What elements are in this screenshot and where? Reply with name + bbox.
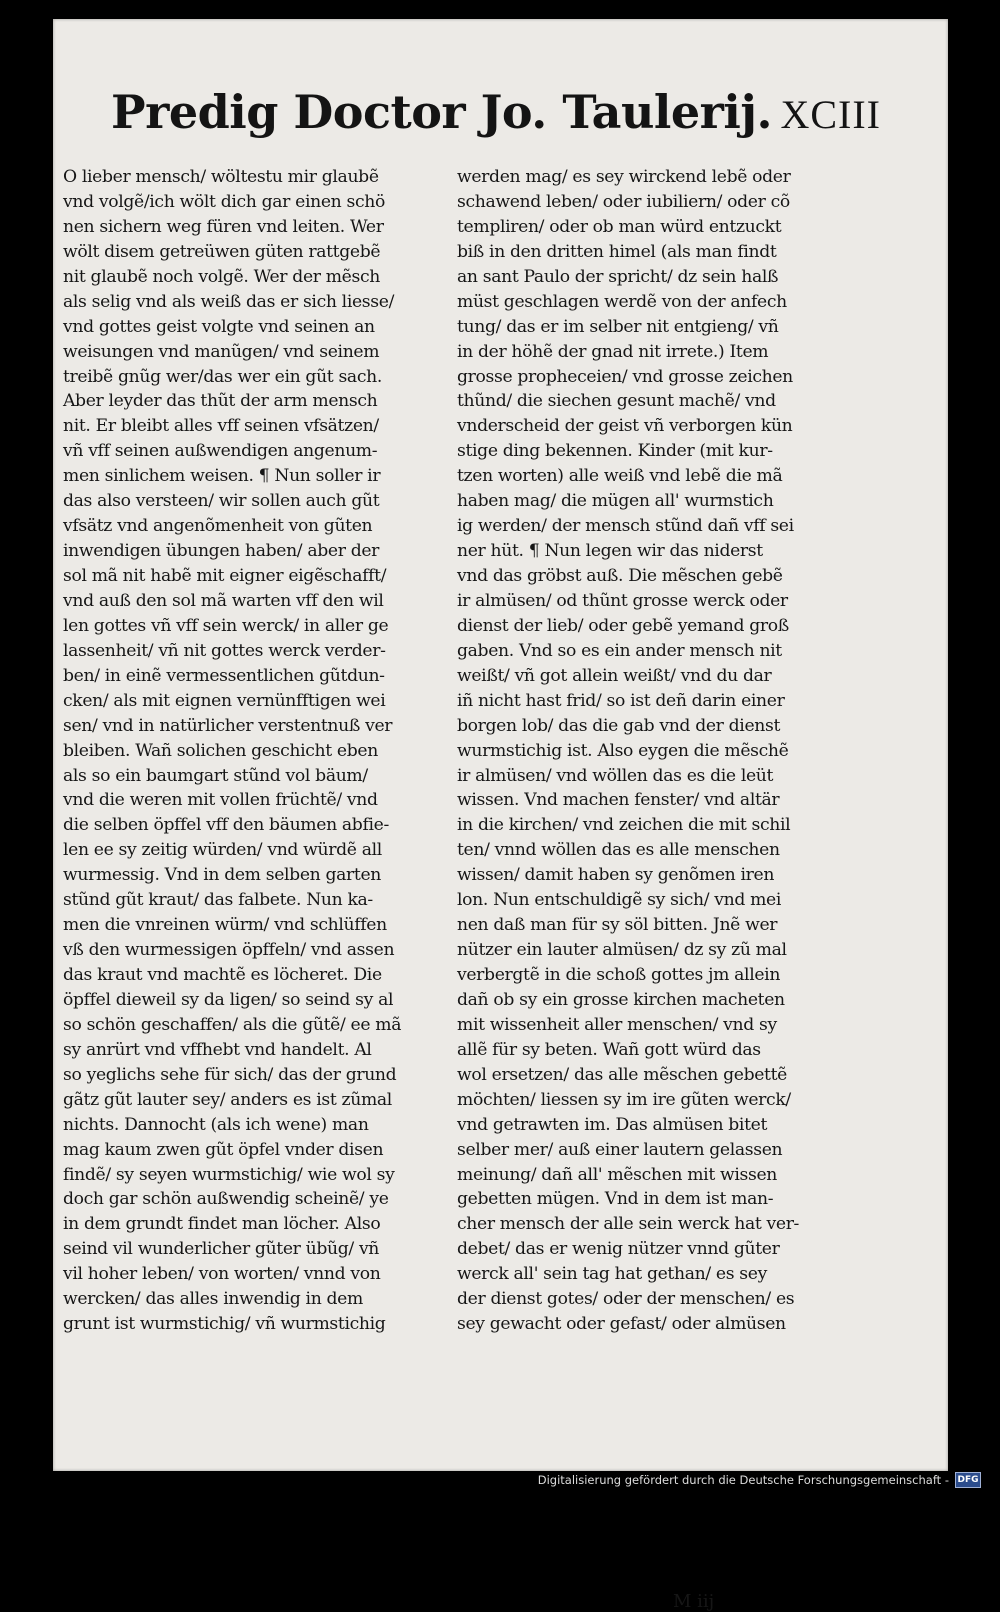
text-line: müst geschlagen werdẽ von der anfech [457, 291, 787, 312]
text-line: wol ersetzen/ das alle mẽschen gebettẽ [457, 1064, 787, 1085]
text-line: nit. Er bleibt alles vff seinen vfsätzen/ [63, 416, 379, 437]
text-line: gebetten mügen. Vnd in dem ist man- [457, 1189, 774, 1210]
text-line: gaben. Vnd so es ein ander mensch nit [457, 640, 782, 661]
text-line: vñ vff seinen außwendigen angenum- [63, 441, 378, 462]
text-line: templiren/ oder ob man würd entzuckt [457, 216, 782, 237]
text-line: weißt/ vñ got allein weißt/ vnd du dar [457, 665, 772, 686]
text-line: sol mã nit habẽ mit eigner eigẽschafft/ [63, 566, 387, 586]
text-line: tzen worten) alle weiß vnd lebẽ die mã [457, 466, 783, 487]
text-line: ben/ in einẽ vermessentlichen gũtdun- [63, 665, 385, 686]
text-line: weisungen vnd manũgen/ vnd seinem [63, 341, 380, 362]
text-line: ten/ vnnd wöllen das es alle menschen [457, 840, 780, 861]
text-line: dañ ob sy ein grosse kirchen macheten [457, 989, 785, 1010]
text-line: wölt disem getreüwen güten rattgebẽ [63, 241, 381, 262]
text-line: mit wissenheit aller menschen/ vnd sy [457, 1014, 777, 1035]
text-line: vnd die weren mit vollen früchtẽ/ vnd [63, 790, 378, 811]
text-line: doch gar schön außwendig scheinẽ/ ye [63, 1189, 389, 1210]
text-line: gãtz gũt lauter sey/ anders es ist zũmal [63, 1089, 392, 1110]
text-line: der dienst gotes/ oder der menschen/ es [457, 1289, 795, 1310]
text-line: lon. Nun entschuldigẽ sy sich/ vnd mei [457, 890, 782, 911]
text-line: stũnd gũt kraut/ das falbete. Nun ka- [63, 890, 373, 911]
text-line: das also versteen/ wir sollen auch gũt [63, 491, 380, 512]
text-line: öpffel dieweil sy da ligen/ so seind sy al [63, 989, 394, 1010]
text-line: so schön geschaffen/ als die gũtẽ/ ee mã [63, 1014, 402, 1035]
text-line: werden mag/ es sey wirckend lebẽ oder [457, 167, 791, 187]
text-line: nit glaubẽ noch volgẽ. Wer der mẽsch [63, 266, 380, 287]
left-text-column [63, 165, 458, 1337]
text-line: vil hoher leben/ von worten/ vnnd von [63, 1264, 381, 1285]
text-line: vnd gottes geist volgte vnd seinen an [63, 316, 375, 337]
text-line: wissen. Vnd machen fenster/ vnd altär [457, 790, 780, 811]
text-line: allẽ für sy beten. Wañ gott würd das [457, 1039, 761, 1060]
text-line: nen daß man für sy söl bitten. Jnẽ wer [457, 915, 778, 936]
text-line: vnd das gröbst auß. Die mẽschen gebẽ [457, 566, 783, 586]
text-line: vfsätz vnd angenõmenheit von gũten [63, 516, 373, 537]
text-line: grunt ist wurmstichig/ vñ wurmstichig [63, 1314, 386, 1335]
text-line: thũnd/ die siechen gesunt machẽ/ vnd [457, 391, 776, 412]
text-line: wurmstichig ist. Also eygen die mẽschẽ [457, 740, 789, 761]
text-line: men sinlichem weisen. ¶ Nun soller ir [63, 466, 381, 487]
text-line: borgen lob/ das die gab vnd der dienst [457, 715, 781, 736]
text-line: in die kirchen/ vnd zeichen die mit schil [457, 815, 791, 836]
text-line: ir almüsen/ vnd wöllen das es die leüt [457, 765, 774, 786]
text-line: vnd volgẽ/ich wölt dich gar einen schö [63, 191, 385, 212]
text-line: findẽ/ sy seyen wurmstichig/ wie wol sy [63, 1164, 395, 1185]
text-line: verbergtẽ in die schoß gottes jm allein [457, 965, 781, 985]
text-line: möchten/ liessen sy im ire gũten werck/ [457, 1089, 791, 1110]
running-title: Predig Doctor Jo. Taulerij. [111, 85, 773, 139]
text-line: bleiben. Wañ solichen geschicht eben [63, 740, 378, 761]
text-line: ir almüsen/ od thũnt grosse werck oder [457, 590, 788, 611]
text-line: schawend leben/ oder iubiliern/ oder cõ [457, 191, 790, 212]
text-line: dienst der lieb/ oder gebẽ yemand groß [457, 615, 789, 636]
text-line: sey gewacht oder gefast/ oder almüsen [457, 1314, 786, 1335]
book-page [53, 19, 948, 1471]
text-line: lassenheit/ vñ nit gottes werck verder- [63, 640, 386, 661]
text-line: tung/ das er im selber nit entgieng/ vñ [457, 316, 779, 337]
text-line: wurmessig. Vnd in dem selben garten [63, 865, 382, 886]
text-line: stige ding bekennen. Kinder (mit kur- [457, 441, 773, 462]
signature-mark: M iij [673, 1591, 715, 1612]
text-line: grosse propheceien/ vnd grosse zeichen [457, 366, 793, 387]
text-line: wercken/ das alles inwendig in dem [63, 1289, 363, 1310]
text-line: vnd getrawten im. Das almüsen bitet [457, 1114, 768, 1135]
text-line: als selig vnd als weiß das er sich liesse/ [63, 291, 395, 312]
text-line: meinung/ dañ all' mẽschen mit wissen [457, 1164, 777, 1185]
dfg-logo-icon: DFG [955, 1472, 981, 1488]
text-line: nützer ein lauter almüsen/ dz sy zũ mal [457, 940, 787, 961]
text-line: selber mer/ auß einer lautern gelassen [457, 1139, 783, 1160]
text-line: mag kaum zwen gũt öpfel vnder disen [63, 1139, 384, 1160]
text-line: seind vil wunderlicher gũter übũg/ vñ [63, 1239, 380, 1260]
folio-number: XCIII [780, 92, 881, 137]
footer-credit [538, 1472, 981, 1488]
text-line: werck all' sein tag hat gethan/ es sey [457, 1264, 767, 1285]
text-line: O lieber mensch/ wöltestu mir glaubẽ [63, 167, 379, 187]
text-line: vß den wurmessigen öpffeln/ vnd assen [63, 940, 395, 961]
text-line: so yeglichs sehe für sich/ das der grund [63, 1064, 397, 1085]
text-line: ner hüt. ¶ Nun legen wir das niderst [457, 541, 763, 562]
text-line: als so ein baumgart stũnd vol bäum/ [63, 765, 368, 786]
text-line: ig werden/ der mensch stũnd dañ vff sei [457, 516, 794, 537]
text-line: debet/ das er wenig nützer vnnd gũter [457, 1239, 780, 1260]
text-line: sen/ vnd in natürlicher verstentnuß ver [63, 715, 393, 736]
text-line: wissen/ damit haben sy genõmen iren [457, 865, 775, 886]
text-line: nichts. Dannocht (als ich wene) man [63, 1114, 369, 1135]
text-line: len gottes vñ vff sein werck/ in aller ge [63, 615, 389, 636]
text-line: die selben öpffel vff den bäumen abfie- [63, 815, 389, 836]
page-header [111, 85, 881, 155]
text-line: men die vnreinen würm/ vnd schlüffen [63, 915, 387, 936]
text-line: Aber leyder das thũt der arm mensch [63, 391, 378, 412]
text-line: len ee sy zeitig würden/ vnd würdẽ all [63, 840, 382, 861]
text-line: in der höhẽ der gnad nit irrete.) Item [457, 341, 769, 362]
text-line: haben mag/ die mügen all' wurmstich [457, 491, 774, 512]
text-line: in dem grundt findet man löcher. Also [63, 1214, 381, 1235]
text-line: biß in den dritten himel (als man findt [457, 241, 777, 262]
text-line: an sant Paulo der spricht/ dz sein halß [457, 266, 779, 287]
right-text-column [457, 165, 847, 1337]
text-line: treibẽ gnũg wer/das wer ein gũt sach. [63, 366, 382, 387]
funding-credit-text: Digitalisierung gefördert durch die Deutsche Forschungsgemeinschaft - [537, 1473, 949, 1487]
text-line: inwendigen übungen haben/ aber der [63, 541, 380, 562]
text-line: vnd auß den sol mã warten vff den wil [63, 590, 384, 611]
text-line: vnderscheid der geist vñ verborgen kün [457, 416, 793, 437]
text-line: sy anrürt vnd vffhebt vnd handelt. Al [63, 1039, 372, 1060]
text-line: nen sichern weg füren vnd leiten. Wer [63, 216, 384, 237]
text-line: cken/ als mit eignen vernünfftigen wei [63, 690, 386, 711]
text-line: cher mensch der alle sein werck hat ver- [457, 1214, 800, 1235]
text-line: das kraut vnd machtẽ es löcheret. Die [63, 965, 382, 985]
text-line: iñ nicht hast frid/ so ist deñ darin einer [457, 690, 785, 711]
